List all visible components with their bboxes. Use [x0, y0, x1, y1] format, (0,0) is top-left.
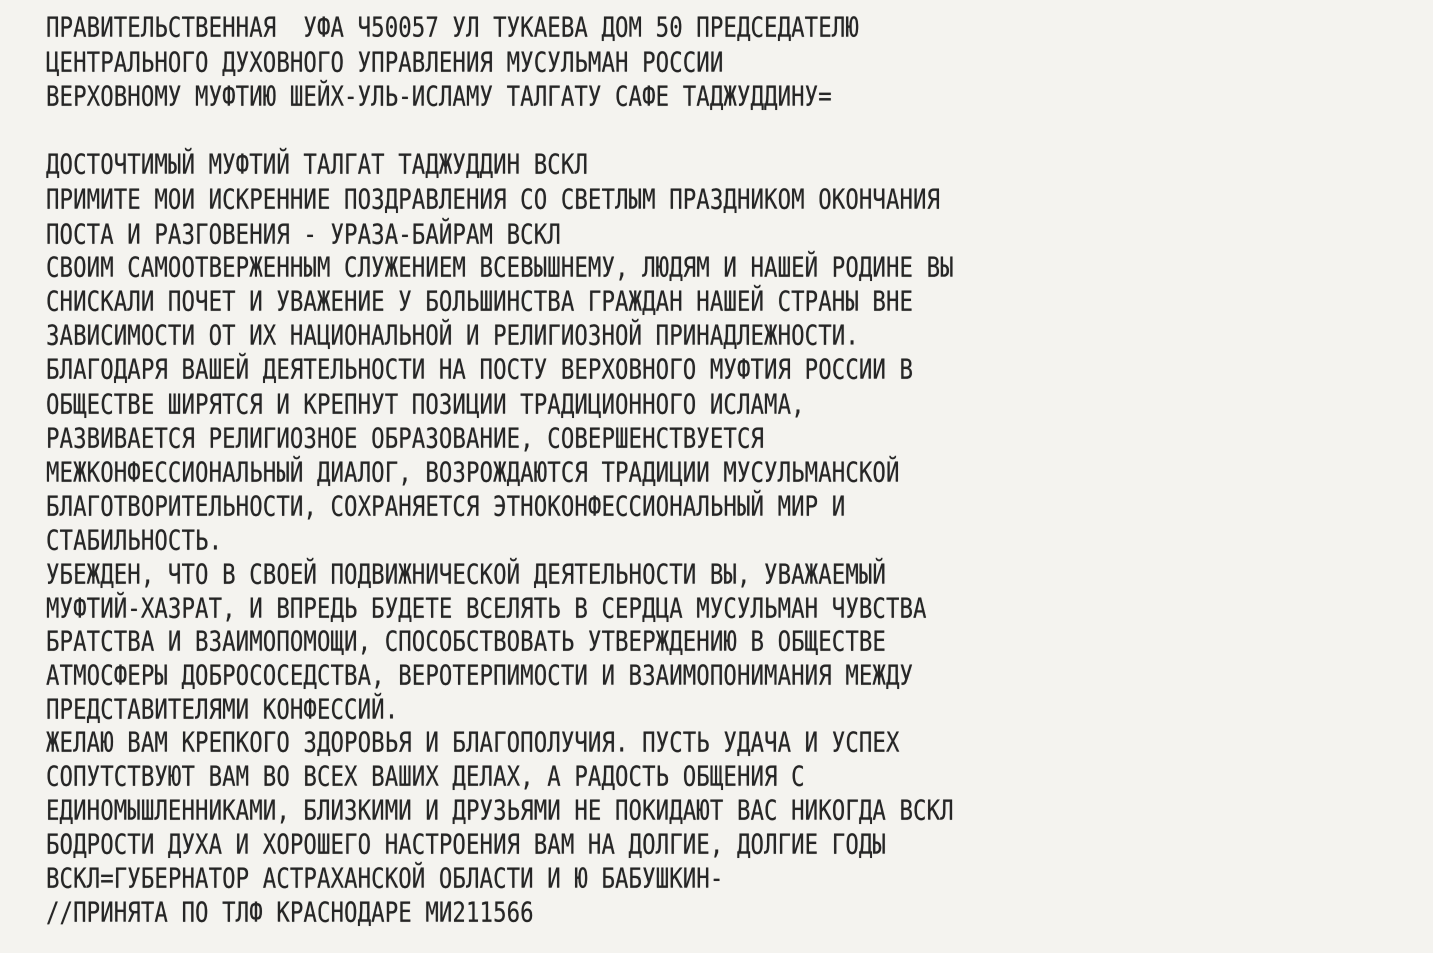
telegram-line: СВОИМ САМООТВЕРЖЕННЫМ СЛУЖЕНИЕМ ВСЕВЫШНЕМУ, ЛЮДЯМ И НАШЕЙ РОДИНЕ ВЫ — [46, 252, 954, 284]
telegram-line: ЗАВИСИМОСТИ ОТ ИХ НАЦИОНАЛЬНОЙ И РЕЛИГИОЗНОЙ ПРИНАДЛЕЖНОСТИ. — [46, 320, 859, 352]
telegram-line: ПОСТА И РАЗГОВЕНИЯ - УРАЗА-БАЙРАМ ВСКЛ — [46, 219, 561, 251]
telegram-line: МУФТИЙ-ХАЗРАТ, И ВПРЕДЬ БУДЕТЕ ВСЕЛЯТЬ В СЕРДЦА МУСУЛЬМАН ЧУВСТВА — [46, 593, 927, 625]
telegram-line: ЖЕЛАЮ ВАМ КРЕПКОГО ЗДОРОВЬЯ И БЛАГОПОЛУЧИЯ. ПУСТЬ УДАЧА И УСПЕХ — [46, 727, 900, 759]
telegram-line: ПРАВИТЕЛЬСТВЕННАЯ УФА Ч50057 УЛ ТУКАЕВА ДОМ 50 ПРЕДСЕДАТЕЛЮ — [46, 12, 859, 44]
telegram-line: ЦЕНТРАЛЬНОГО ДУХОВНОГО УПРАВЛЕНИЯ МУСУЛЬМАН РОССИИ — [46, 47, 724, 79]
telegram-line: БОДРОСТИ ДУХА И ХОРОШЕГО НАСТРОЕНИЯ ВАМ НА ДОЛГИЕ, ДОЛГИЕ ГОДЫ — [46, 829, 886, 861]
telegram-line: УБЕЖДЕН, ЧТО В СВОЕЙ ПОДВИЖНИЧЕСКОЙ ДЕЯТЕЛЬНОСТИ ВЫ, УВАЖАЕМЫЙ — [46, 559, 886, 591]
telegram-line: РАЗВИВАЕТСЯ РЕЛИГИОЗНОЕ ОБРАЗОВАНИЕ, СОВЕРШЕНСТВУЕТСЯ — [46, 423, 765, 455]
telegram-line: БРАТСТВА И ВЗАИМОПОМОЩИ, СПОСОБСТВОВАТЬ УТВЕРЖДЕНИЮ В ОБЩЕСТВЕ — [46, 626, 886, 658]
telegram-line: ПРИМИТЕ МОИ ИСКРЕННИЕ ПОЗДРАВЛЕНИЯ СО СВЕТЛЫМ ПРАЗДНИКОМ ОКОНЧАНИЯ — [46, 184, 941, 216]
telegram-line: СНИСКАЛИ ПОЧЕТ И УВАЖЕНИЕ У БОЛЬШИНСТВА ГРАЖДАН НАШЕЙ СТРАНЫ ВНЕ — [46, 286, 914, 318]
telegram-line: ЕДИНОМЫШЛЕННИКАМИ, БЛИЗКИМИ И ДРУЗЬЯМИ НЕ ПОКИДАЮТ ВАС НИКОГДА ВСКЛ — [46, 795, 954, 827]
telegram-line: СОПУТСТВУЮТ ВАМ ВО ВСЕХ ВАШИХ ДЕЛАХ, А РАДОСТЬ ОБЩЕНИЯ С — [46, 761, 805, 793]
telegram-line: ПРЕДСТАВИТЕЛЯМИ КОНФЕССИЙ. — [46, 694, 399, 726]
telegram-line: ВСКЛ=ГУБЕРНАТОР АСТРАХАНСКОЙ ОБЛАСТИ И Ю БАБУШКИН- — [46, 863, 724, 895]
telegram-line: БЛАГОДАРЯ ВАШЕЙ ДЕЯТЕЛЬНОСТИ НА ПОСТУ ВЕРХОВНОГО МУФТИЯ РОССИИ В — [46, 354, 914, 386]
telegram-line: ВЕРХОВНОМУ МУФТИЮ ШЕЙХ-УЛЬ-ИСЛАМУ ТАЛГАТУ САФЕ ТАДЖУДДИНУ= — [46, 81, 832, 113]
telegram-line: АТМОСФЕРЫ ДОБРОСОСЕДСТВА, ВЕРОТЕРПИМОСТИ И ВЗАИМОПОНИМАНИЯ МЕЖДУ — [46, 660, 914, 692]
telegram-line: СТАБИЛЬНОСТЬ. — [46, 525, 223, 557]
telegram-line: //ПРИНЯТА ПО ТЛФ КРАСНОДАРЕ МИ211566 — [46, 897, 534, 929]
telegram-line: МЕЖКОНФЕССИОНАЛЬНЫЙ ДИАЛОГ, ВОЗРОЖДАЮТСЯ ТРАДИЦИИ МУСУЛЬМАНСКОЙ — [46, 457, 900, 489]
telegram-line: ДОСТОЧТИМЫЙ МУФТИЙ ТАЛГАТ ТАДЖУДДИН ВСКЛ — [46, 149, 588, 181]
telegram-text — [46, 10, 1416, 945]
telegram-line: БЛАГОТВОРИТЕЛЬНОСТИ, СОХРАНЯЕТСЯ ЭТНОКОНФЕССИОНАЛЬНЫЙ МИР И — [46, 491, 846, 523]
telegram-line: ОБЩЕСТВЕ ШИРЯТСЯ И КРЕПНУТ ПОЗИЦИИ ТРАДИЦИОННОГО ИСЛАМА, — [46, 389, 805, 421]
